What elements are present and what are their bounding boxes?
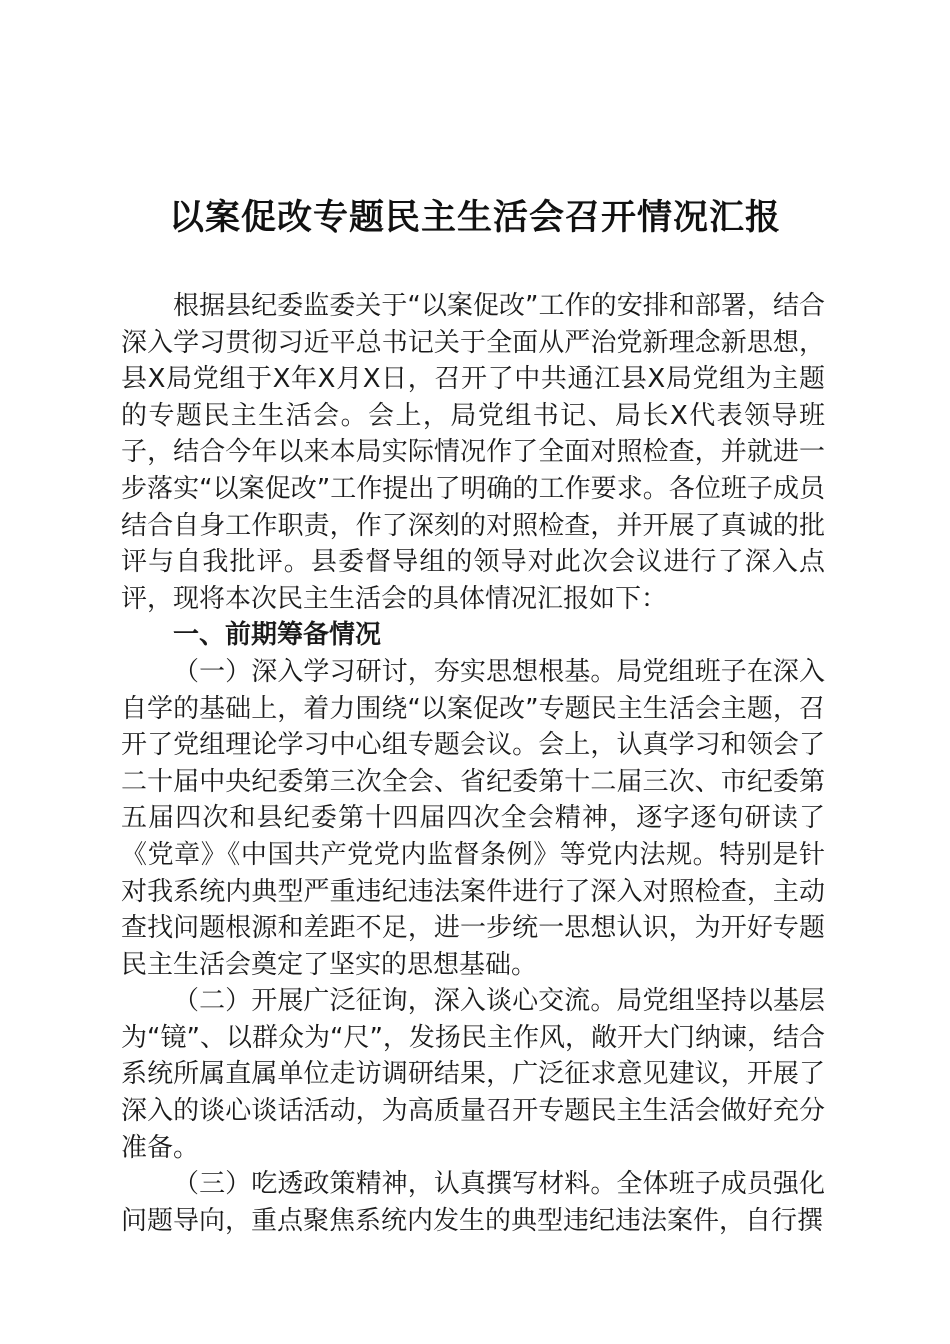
paragraph-consultation-text: 局党组坚持以基层为“镜”、以群众为“尺”，发扬民主作风，敞开大门纳谏，结合系统所属直属单位走访调研结果，广泛征求意见建议，开展了深入的谈心谈话活动，为高质量召开专题民主生活会做好充分准备。 — [121, 986, 825, 1163]
paragraph-consultation — [121, 983, 825, 1166]
paragraph-study-text: 局党组班子在深入自学的基础上，着力围绕“以案促改”专题民主生活会主题，召开了党组理论学习中心组专题会议。会上，认真学习和领会了二十届中央纪委第三次全会、省纪委第十二届三次、市纪委第五届四次和县纪委第十四届四次全会精神，逐字逐句研读了《党章》《中国共产党党内监督条例》等党内法规。特别是针对我系统内典型严重违纪违法案件进行了深入对照检查，主动查找问题根源和差距不足，进一步统一思想认识，为开好专题民主生活会奠定了坚实的思想基础。 — [121, 656, 825, 980]
document-body — [121, 288, 825, 1239]
paragraph-study — [121, 654, 825, 983]
paragraph-study-lead: （一）深入学习研讨，夯实思想根基。 — [173, 656, 617, 687]
document-title: 以案促改专题民主生活会召开情况汇报 — [168, 197, 781, 238]
paragraph-materials-text: 全体班子成员强化问题导向，重点聚焦系统内发生的典型违纪违法案件，自行撰 — [121, 1169, 825, 1236]
section-heading-preparation: 一、前期筹备情况 — [173, 620, 382, 651]
paragraph-materials-lead: （三）吃透政策精神，认真撰写材料。 — [173, 1169, 617, 1200]
paragraph-consultation-lead: （二）开展广泛征询，深入谈心交流。 — [173, 986, 617, 1017]
paragraph-materials — [121, 1166, 825, 1239]
intro-paragraph: 根据县纪委监委关于“以案促改”工作的安排和部署，结合深入学习贯彻习近平总书记关于全面从严治党新理念新思想，县X局党组于X年X月X日，召开了中共通江县X局党组为主题的专题民主生活会。会上，局党组书记、局长X代表领导班子，结合今年以来本局实际情况作了全面对照检查，并就进一步落实“以案促改”工作提出了明确的工作要求。各位班子成员结合自身工作职责，作了深刻的对照检查，并开展了真诚的批评与自我批评。县委督导组的领导对此次会议进行了深入点评，现将本次民主生活会的具体情况汇报如下： — [121, 291, 825, 614]
